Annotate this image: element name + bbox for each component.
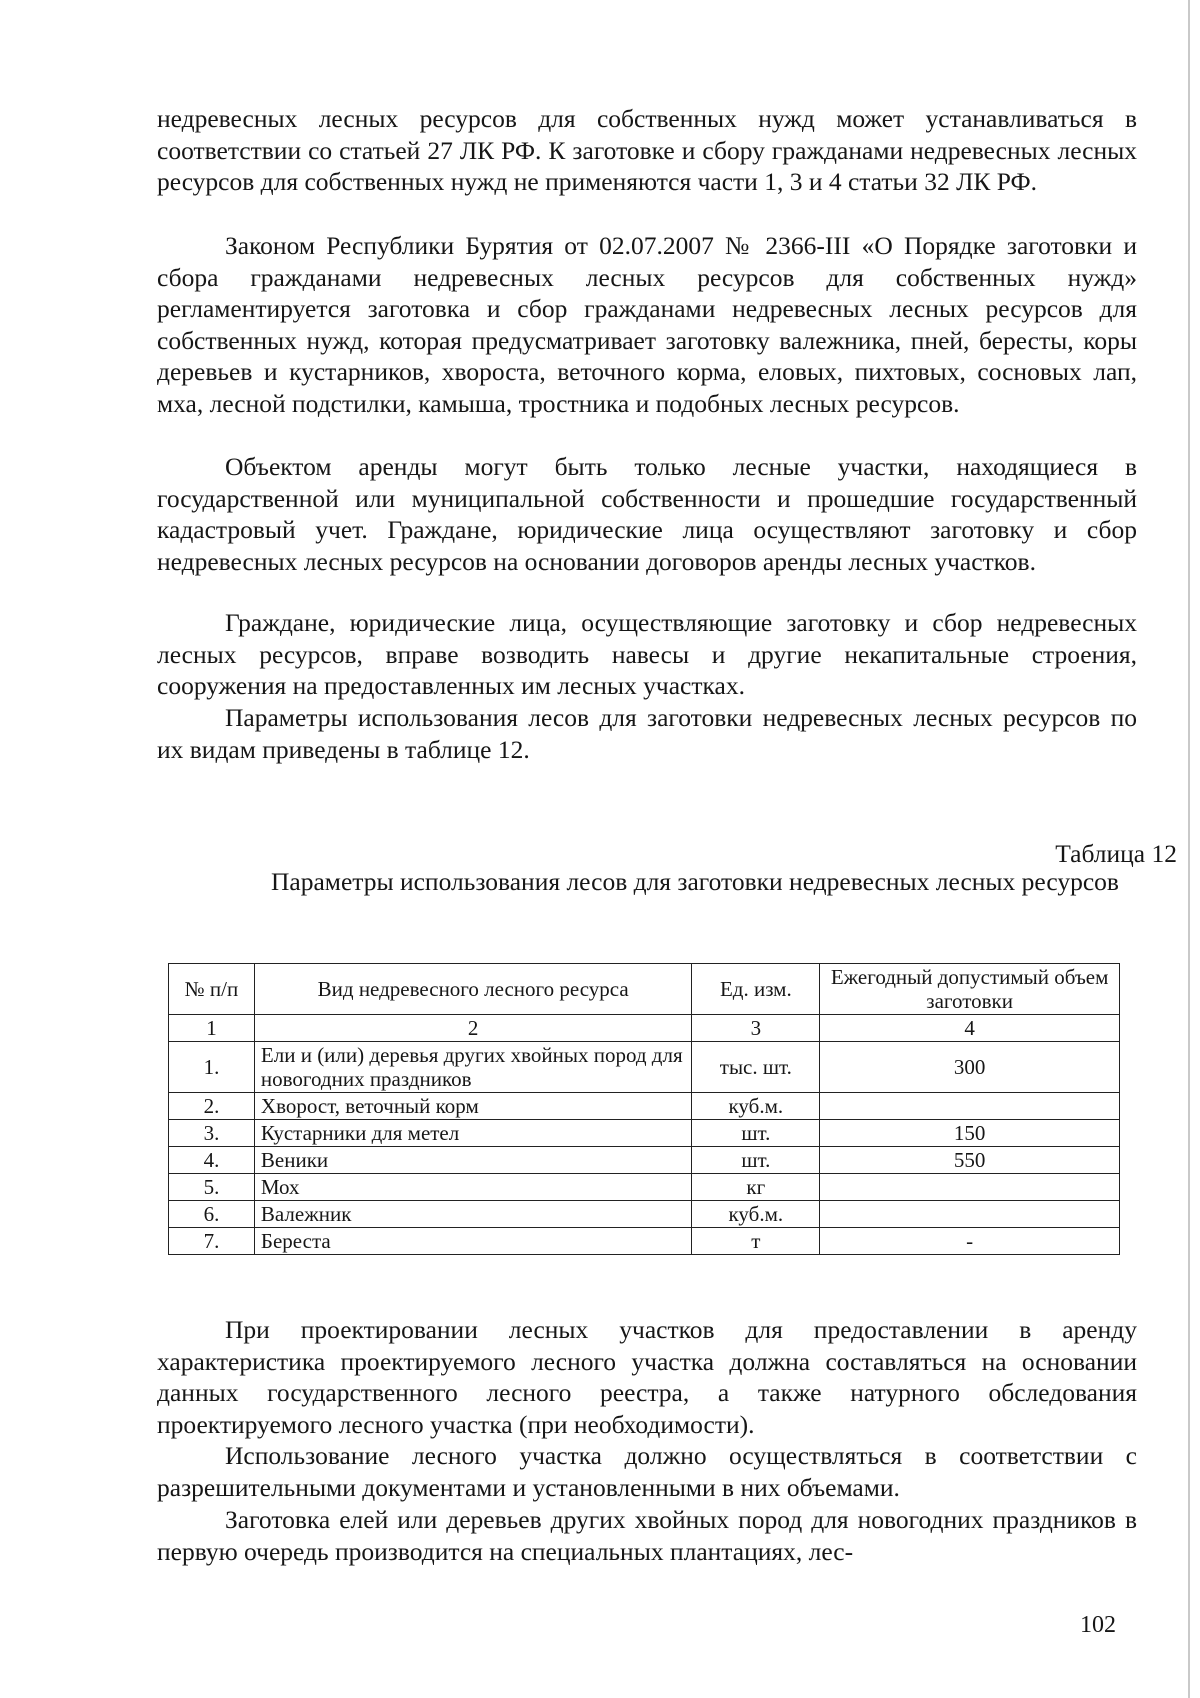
table-row (169, 1201, 1120, 1228)
table-row (169, 1042, 1120, 1093)
annual-volume: 300 (820, 1042, 1120, 1093)
header-resource-type: Вид недревесного лесного ресурса (254, 964, 691, 1015)
paragraph-design-characteristics: При проектировании лесных участков для предоставлении в аренду характеристика проектируемого лесного участка должна составляться на основании данных государственного лесного реестра, а также натурного обследования проектируемого лесного участка (при необходимости). (157, 1315, 1137, 1439)
table-title: Параметры использования лесов для заготовки недревесных лесных ресурсов (271, 867, 1119, 896)
resource-name: Ели и (или) деревья других хвойных пород для новогодних праздников (254, 1042, 691, 1093)
table-row (169, 1120, 1120, 1147)
resource-name: Кустарники для метел (254, 1120, 691, 1147)
table-label: Таблица 12 (1055, 839, 1177, 868)
annual-volume: 550 (820, 1147, 1120, 1174)
annual-volume (820, 1174, 1120, 1201)
column-number: 3 (692, 1015, 820, 1042)
paragraph-usage-permits: Использование лесного участка должно осуществляться в соответствии с разрешительными документами и установленными в них объемами. (157, 1441, 1137, 1502)
resource-name: Мох (254, 1174, 691, 1201)
annual-volume (820, 1201, 1120, 1228)
table-row (169, 1174, 1120, 1201)
unit: тыс. шт. (692, 1042, 820, 1093)
column-number: 1 (169, 1015, 255, 1042)
table-row (169, 1147, 1120, 1174)
table-row (169, 1228, 1120, 1255)
unit: куб.м. (692, 1093, 820, 1120)
paragraph-continuation: недревесных лесных ресурсов для собственных нужд может устанавливаться в соответствии со статьей 27 ЛК РФ. К заготовке и сбору гражданами недревесных лесных ресурсов для собственных нужд не применяются части 1, 3 и 4 статьи 32 ЛК РФ. (157, 104, 1137, 196)
unit: кг (692, 1174, 820, 1201)
row-number: 2. (169, 1093, 255, 1120)
page-number: 102 (1080, 1612, 1116, 1638)
row-number: 6. (169, 1201, 255, 1228)
table-header-row (169, 964, 1120, 1015)
column-number: 2 (254, 1015, 691, 1042)
row-number: 3. (169, 1120, 255, 1147)
row-number: 1. (169, 1042, 255, 1093)
resources-table (168, 963, 1120, 1255)
header-annual-volume: Ежегодный допустимый объем заготовки (820, 964, 1120, 1015)
unit: куб.м. (692, 1201, 820, 1228)
annual-volume (820, 1093, 1120, 1120)
paragraph-law-buryatia: Законом Республики Бурятия от 02.07.2007 № 2366-III «О Порядке заготовки и сбора гражданами недревесных лесных ресурсов для собственных нужд» регламентируется заготовка и сбор гражданами недревесных лесных ресурсов для собственных нужд, которая предусматривает заготовку валежника, пней, бересты, коры деревьев и кустарников, хвороста, веточного корма, еловых, пихтовых, сосновых лап, мха, лесной подстилки, камыша, тростника и подобных лесных ресурсов. (157, 231, 1137, 418)
resource-name: Хворост, веточный корм (254, 1093, 691, 1120)
table-row (169, 1093, 1120, 1120)
row-number: 5. (169, 1174, 255, 1201)
row-number: 7. (169, 1228, 255, 1255)
row-number: 4. (169, 1147, 255, 1174)
table-column-numbers-row (169, 1015, 1120, 1042)
paragraph-structures: Граждане, юридические лица, осуществляющие заготовку и сбор недревесных лесных ресурсов, вправе возводить навесы и другие некапитальные строения, сооружения на предоставленных им лесных участках. (157, 608, 1137, 700)
paragraph-lease-object: Объектом аренды могут быть только лесные участки, находящиеся в государственной или муниципальной собственности и прошедшие государственный кадастровый учет. Граждане, юридические лица осуществляют заготовку и сбор недревесных лесных ресурсов на основании договоров аренды лесных участков. (157, 452, 1137, 576)
annual-volume: - (820, 1228, 1120, 1255)
header-number: № п/п (169, 964, 255, 1015)
resource-name: Валежник (254, 1201, 691, 1228)
resource-name: Веники (254, 1147, 691, 1174)
column-number: 4 (820, 1015, 1120, 1042)
unit: т (692, 1228, 820, 1255)
scan-edge-line (1188, 0, 1190, 1698)
paragraph-table-reference: Параметры использования лесов для заготовки недревесных лесных ресурсов по их видам приведены в таблице 12. (157, 703, 1137, 764)
resource-name: Береста (254, 1228, 691, 1255)
unit: шт. (692, 1120, 820, 1147)
unit: шт. (692, 1147, 820, 1174)
header-unit: Ед. изм. (692, 964, 820, 1015)
annual-volume: 150 (820, 1120, 1120, 1147)
paragraph-fir-harvest: Заготовка елей или деревьев других хвойных пород для новогодних праздников в первую очередь производится на специальных плантациях, лес- (157, 1505, 1137, 1566)
